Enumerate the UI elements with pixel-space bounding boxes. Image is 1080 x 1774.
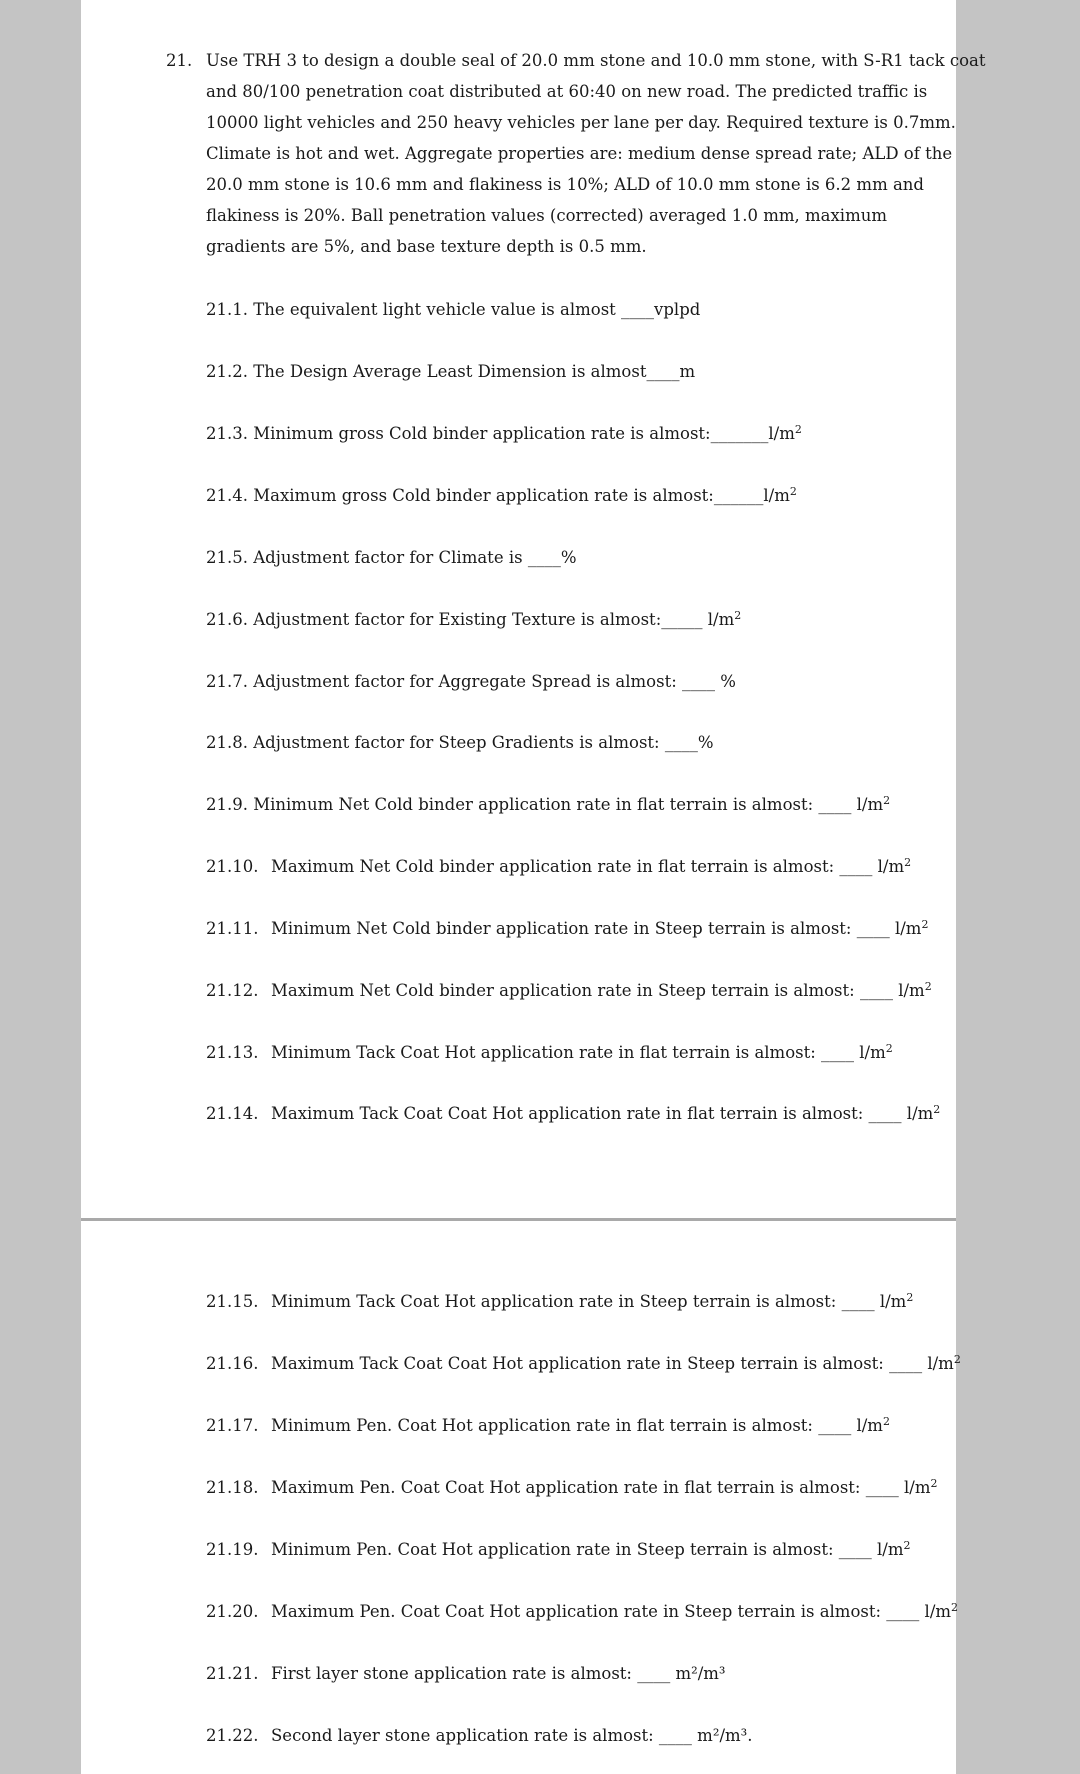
sub-question-12	[206, 976, 932, 1002]
unit-superscript: 2	[794, 423, 802, 436]
sub-question-text: Adjustment factor for Climate is ____%	[253, 548, 577, 567]
sub-question-number: 21.21.	[206, 1664, 259, 1683]
sub-question-text: Minimum Pen. Coat Hot application rate in Steep terrain is almost: ____ l/m	[271, 1540, 904, 1559]
sub-question-text: Maximum gross Cold binder application rate is almost:______l/m	[253, 486, 790, 505]
unit-superscript: 2	[903, 1539, 911, 1552]
sub-question-5	[206, 543, 577, 569]
sub-question-number: 21.17.	[206, 1416, 259, 1435]
unit-superscript: 2	[883, 794, 891, 807]
unit-superscript: 2	[921, 918, 929, 931]
sub-question-text: Maximum Tack Coat Coat Hot application rate in Steep terrain is almost: ____ l/m	[271, 1354, 954, 1373]
sub-question-number: 21.5.	[206, 548, 248, 567]
sub-question-text: The equivalent light vehicle value is almost ____vplpd	[253, 300, 701, 319]
sub-question-text: Second layer stone application rate is almost: ____ m²/m³.	[271, 1726, 753, 1745]
unit-superscript: 2	[953, 1353, 961, 1366]
sub-question-1	[206, 295, 700, 321]
sub-question-text: Minimum Net Cold binder application rate in Steep terrain is almost: ____ l/m	[271, 919, 922, 938]
sub-question-text: First layer stone application rate is almost: ____ m²/m³	[271, 1664, 726, 1683]
sub-question-16	[206, 1349, 961, 1375]
sub-question-7	[206, 667, 736, 693]
sub-question-19	[206, 1535, 911, 1561]
question-line: flakiness is 20%. Ball penetration values (corrected) averaged 1.0 mm, maximum	[206, 206, 887, 225]
sub-question-number: 21.13.	[206, 1043, 259, 1062]
sub-question-2	[206, 357, 695, 383]
sub-question-number: 21.8.	[206, 733, 248, 752]
unit-superscript: 2	[951, 1601, 959, 1614]
sub-question-number: 21.3.	[206, 424, 248, 443]
question-line: and 80/100 penetration coat distributed at 60:40 on new road. The predicted traffic is	[206, 82, 928, 101]
sub-question-10	[206, 852, 911, 878]
sub-question-number: 21.6.	[206, 610, 248, 629]
sub-question-text: Minimum Pen. Coat Hot application rate in flat terrain is almost: ____ l/m	[271, 1416, 883, 1435]
sub-question-text: Maximum Pen. Coat Coat Hot application rate in Steep terrain is almost: ____ l/m	[271, 1602, 952, 1621]
sub-question-text: Minimum Net Cold binder application rate in flat terrain is almost: ____ l/m	[253, 795, 884, 814]
sub-question-number: 21.14.	[206, 1104, 259, 1123]
sub-question-17	[206, 1411, 890, 1437]
sub-question-number: 21.9.	[206, 795, 248, 814]
sub-question-text: Adjustment factor for Existing Texture is almost:_____ l/m	[253, 610, 735, 629]
unit-superscript: 2	[906, 1291, 914, 1304]
sub-question-number: 21.16.	[206, 1354, 259, 1373]
question-line: Climate is hot and wet. Aggregate properties are: medium dense spread rate; ALD of the	[206, 144, 953, 163]
sub-question-text: Maximum Tack Coat Coat Hot application rate in flat terrain is almost: ____ l/m	[271, 1104, 934, 1123]
sub-question-15	[206, 1287, 913, 1313]
sub-question-6	[206, 605, 741, 631]
sub-question-8	[206, 728, 714, 754]
unit-superscript: 2	[734, 609, 742, 622]
question-line: Use TRH 3 to design a double seal of 20.0 mm stone and 10.0 mm stone, with S-R1 tack coat	[206, 51, 986, 70]
question-line: 10000 light vehicles and 250 heavy vehicles per lane per day. Required texture is 0.7mm.	[206, 113, 956, 132]
question-line: gradients are 5%, and base texture depth is 0.5 mm.	[206, 237, 647, 256]
sub-question-text: Adjustment factor for Steep Gradients is almost: ____%	[253, 733, 714, 752]
sub-question-text: Maximum Net Cold binder application rate in flat terrain is almost: ____ l/m	[271, 857, 905, 876]
sub-question-14	[206, 1099, 940, 1125]
sub-question-number: 21.10.	[206, 857, 259, 876]
unit-superscript: 2	[885, 1042, 893, 1055]
sub-question-text: Adjustment factor for Aggregate Spread is almost: ____ %	[253, 672, 736, 691]
sub-question-text: Maximum Net Cold binder application rate in Steep terrain is almost: ____ l/m	[271, 981, 925, 1000]
sub-question-text: Minimum Tack Coat Hot application rate in flat terrain is almost: ____ l/m	[271, 1043, 886, 1062]
sub-question-text: Minimum gross Cold binder application rate is almost:_______l/m	[253, 424, 795, 443]
sub-question-number: 21.15.	[206, 1292, 259, 1311]
sub-question-text: Maximum Pen. Coat Coat Hot application rate in flat terrain is almost: ____ l/m	[271, 1478, 931, 1497]
unit-superscript: 2	[789, 485, 797, 498]
sub-question-text: Minimum Tack Coat Hot application rate in Steep terrain is almost: ____ l/m	[271, 1292, 907, 1311]
sub-question-9	[206, 790, 890, 816]
sub-question-number: 21.12.	[206, 981, 259, 1000]
unit-superscript: 2	[882, 1415, 890, 1428]
unit-superscript: 2	[924, 980, 932, 993]
sub-question-number: 21.1.	[206, 300, 248, 319]
unit-superscript: 2	[904, 856, 912, 869]
question-number: 21.	[166, 51, 193, 70]
question-text	[206, 45, 986, 262]
sub-question-22	[206, 1721, 753, 1747]
sub-question-number: 21.19.	[206, 1540, 259, 1559]
unit-superscript: 2	[930, 1477, 938, 1490]
sub-question-number: 21.2.	[206, 362, 248, 381]
question-line: 20.0 mm stone is 10.6 mm and flakiness is 10%; ALD of 10.0 mm stone is 6.2 mm and	[206, 175, 924, 194]
unit-superscript: 2	[933, 1103, 941, 1116]
sub-question-number: 21.11.	[206, 919, 259, 938]
sub-question-13	[206, 1038, 893, 1064]
sub-question-number: 21.18.	[206, 1478, 259, 1497]
sub-question-number: 21.22.	[206, 1726, 259, 1745]
sub-question-number: 21.20.	[206, 1602, 259, 1621]
sub-question-number: 21.7.	[206, 672, 248, 691]
sub-question-text: The Design Average Least Dimension is almost____m	[253, 362, 696, 381]
sub-question-4	[206, 481, 797, 507]
sub-question-18	[206, 1473, 937, 1499]
sub-question-11	[206, 914, 928, 940]
sub-question-20	[206, 1597, 958, 1623]
sub-question-21	[206, 1659, 726, 1685]
sub-question-3	[206, 419, 802, 445]
sub-question-number: 21.4.	[206, 486, 248, 505]
